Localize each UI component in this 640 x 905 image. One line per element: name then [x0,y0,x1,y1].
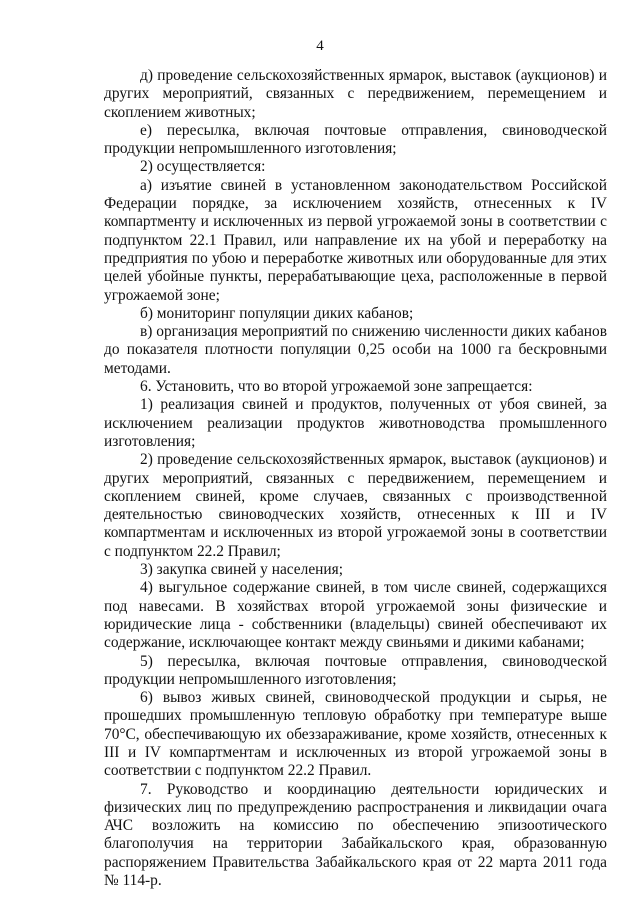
document-body [104,67,607,890]
paragraph-section-7: 7. Руководство и координацию деятельности юридических и физических лиц по предупреждению распространения и ликвидации очага АЧС возложить на комиссию по обеспечению эпизоотического благополучия на территории Забайкальского края, образованную распоряжением Правительства Забайкальского края от 22 марта 2011 года № 114-р. [104,780,607,890]
paragraph-section-6-item-6: 6) вывоз живых свиней, свиноводческой продукции и сырья, не прошедших промышленную тепловую обработку при температуре выше 70°С, обеспечивающую их обеззараживание, кроме хозяйств, отнесенных к III и IV компартментам и исключенных из второй угрожаемой зоны в соответствии с подпунктом 22.2 Правил. [104,689,607,780]
paragraph-section-6-item-2: 2) проведение сельскохозяйственных ярмарок, выставок (аукционов) и других мероприятий, связанных с передвижением, перемещением и скоплением свиней, кроме случаев, связанных с производственной деятельностью свиноводческих хозяйств, отнесенных к III и IV компартментам и исключенных из второй угрожаемой зоны в соответствии с подпунктом 22.2 Правил; [104,451,607,560]
paragraph-subsection-2: 2) осуществляется: [140,158,266,176]
page-number: 4 [316,38,324,54]
paragraph-section-6-item-5: 5) пересылка, включая почтовые отправления, свиноводческой продукции непромышленного изготовления; [104,652,607,688]
paragraph-item-v: в) организация мероприятий по снижению численности диких кабанов до показателя плотности популяции 0,25 особи на 1000 га бескровными методами. [104,323,607,377]
paragraph-section-6-item-4: 4) выгульное содержание свиней, в том числе свиней, содержащихся под навесами. В хозяйствах второй угрожаемой зоны физические и юридические лица - собственники (владельцы) свиней обеспечивают их содержание, исключающее контакт между свиньями и дикими кабанами; [104,579,607,652]
paragraph-item-e: е) пересылка, включая почтовые отправления, свиноводческой продукции непромышленного изготовления; [104,121,607,158]
paragraph-section-6: 6. Установить, что во второй угрожаемой зоне запрещается: [140,378,533,396]
paragraph-item-d: д) проведение сельскохозяйственных ярмарок, выставок (аукционов) и других мероприятий, связанных с передвижением, перемещением и скоплением животных; [104,67,607,121]
paragraph-section-6-item-1: 1) реализация свиней и продуктов, полученных от убоя свиней, за исключением реализации продуктов животноводства промышленного изготовления; [104,396,607,450]
paragraph-item-b: б) мониторинг популяции диких кабанов; [140,304,414,322]
paragraph-section-6-item-3: 3) закупка свиней у населения; [140,561,343,579]
paragraph-item-a: а) изъятие свиней в установленном законодательством Российской Федерации порядке, за исключением хозяйств, отнесенных к IV компартменту и исключенных из первой угрожаемой зоны в соответствии с подпунктом 22.1 Правил, или направление их на убой и переработку на предприятия по убою и переработке животных или оборудованные для этих целей убойные пункты, перерабатывающие цеха, расположенные в первой угрожаемой зоне; [104,176,607,304]
